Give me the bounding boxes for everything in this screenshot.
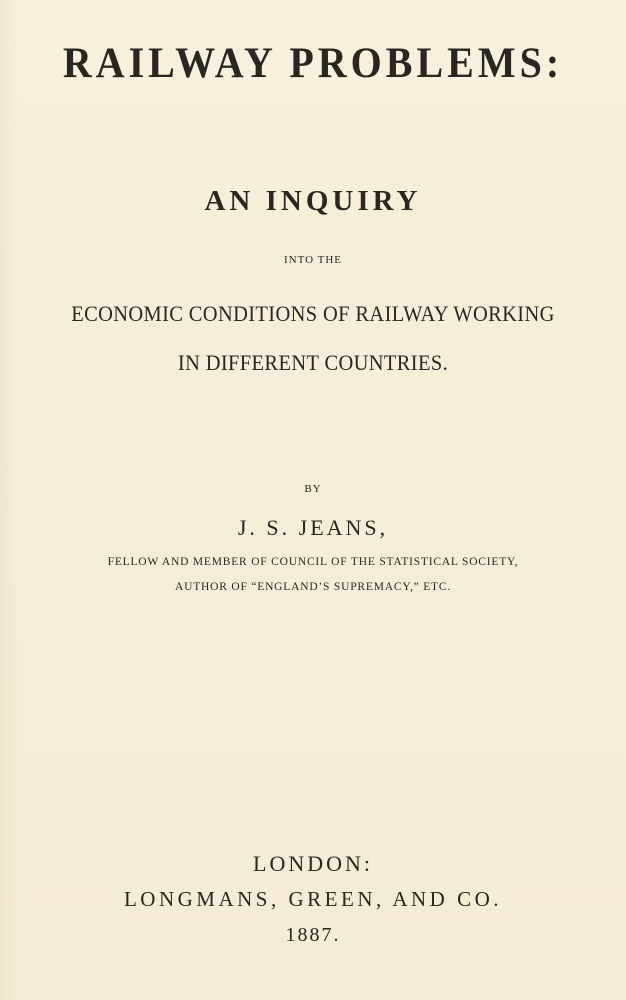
subject-line-2: IN DIFFERENT COUNTRIES. xyxy=(177,350,449,375)
imprint-place: LONDON: xyxy=(253,851,373,876)
connector-text: INTO THE xyxy=(283,254,342,266)
author-affiliation-2: AUTHOR OF “ENGLAND’S SUPREMACY,” ETC. xyxy=(174,581,451,593)
subject-line-1: ECONOMIC CONDITIONS OF RAILWAY WORKING xyxy=(71,301,555,326)
author-affiliation-1: FELLOW AND MEMBER OF COUNCIL OF THE STATISTICAL SOCIETY, xyxy=(107,556,519,568)
imprint-year: 1887. xyxy=(285,924,341,946)
book-title: RAILWAY PROBLEMS: xyxy=(62,38,564,87)
author-name: J. S. JEANS, xyxy=(237,515,389,540)
imprint-publisher: LONGMANS, GREEN, AND CO. xyxy=(123,887,502,911)
book-subtitle: AN INQUIRY xyxy=(204,185,422,217)
by-text: BY xyxy=(304,483,322,495)
